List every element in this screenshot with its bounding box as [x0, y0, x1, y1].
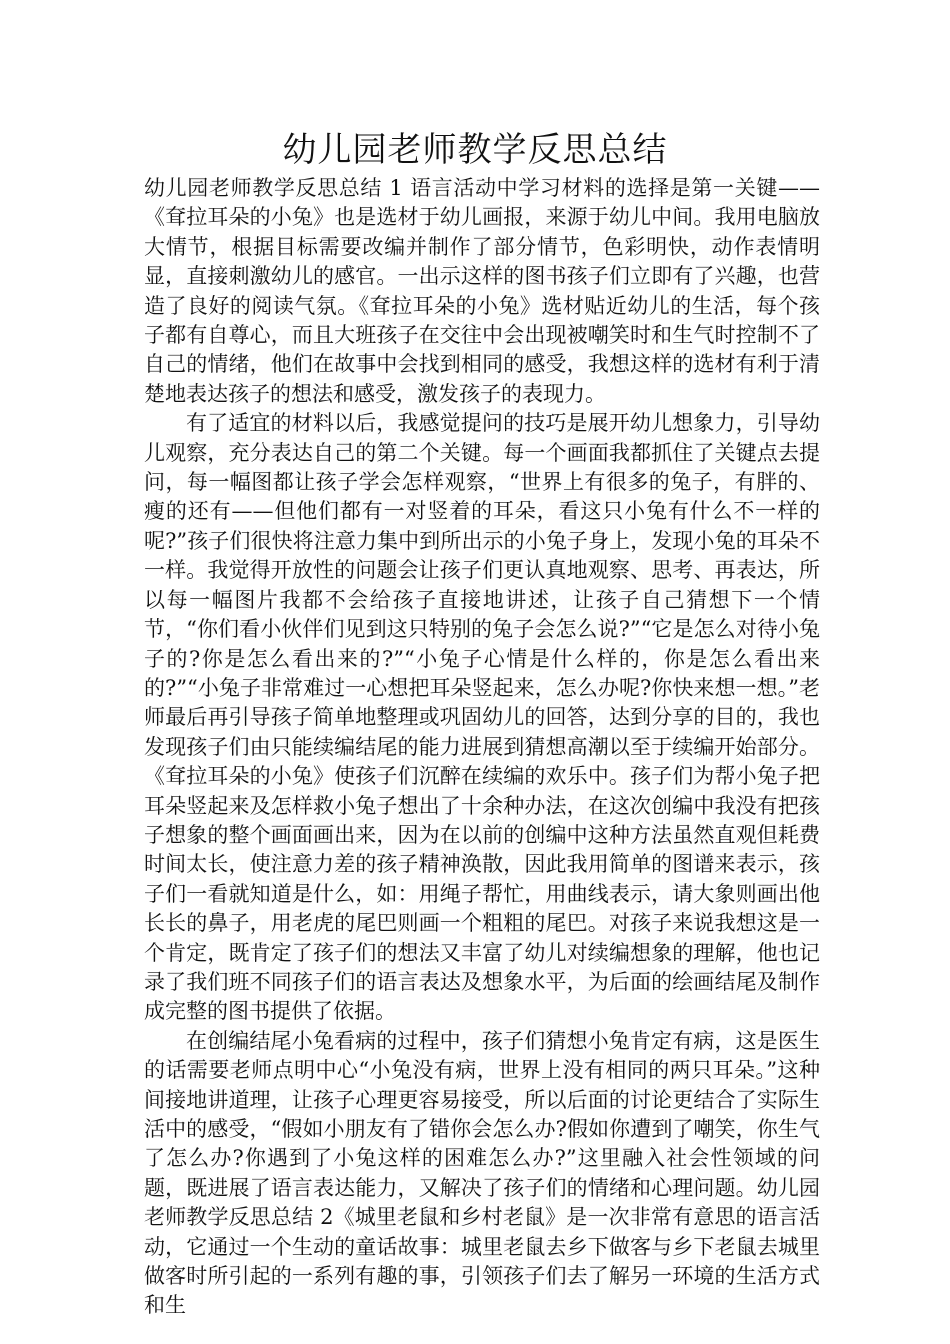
document-body [144, 174, 820, 1321]
paragraph-2: 有了适宜的材料以后，我感觉提问的技巧是展开幼儿想象力，引导幼儿观察，充分表达自己的第二个关键。每一个画面我都抓住了关键点去提问，每一幅图都让孩子学会怎样观察，“世界上有很多的兔子，有胖的、瘦的还有——但他们都有一对竖着的耳朵，看这只小兔有什么不一样的呢?”孩子们很快将注意力集中到所出示的小兔子身上，发现小兔的耳朵不一样。我觉得开放性的问题会让孩子们更认真地观察、思考、再表达，所以每一幅图片我都不会给孩子直接地讲述，让孩子自己猜想下一个情节，“你们看小伙伴们见到这只特别的兔子会怎么说?”“它是怎么对待小兔子的?你是怎么看出来的?”“小兔子心情是什么样的，你是怎么看出来的?”“小兔子非常难过一心想把耳朵竖起来，怎么办呢?你快来想一想。”老师最后再引导孩子简单地整理或巩固幼儿的回答，达到分享的目的，我也发现孩子们由只能续编结尾的能力进展到猜想高潮以至于续编开始部分。《耷拉耳朵的小兔》使孩子们沉醉在续编的欢乐中。孩子们为帮小兔子把耳朵竖起来及怎样救小兔子想出了十余种办法，在这次创编中我没有把孩子想象的整个画面画出来，因为在以前的创编中这种方法虽然直观但耗费时间太长，使注意力差的孩子精神涣散，因此我用简单的图谱来表示，孩子们一看就知道是什么，如：用绳子帮忙，用曲线表示，请大象则画出他长长的鼻子，用老虎的尾巴则画一个粗粗的尾巴。对孩子来说我想这是一个肯定，既肯定了孩子们的想法又丰富了幼儿对续编想象的理解，他也记录了我们班不同孩子们的语言表达及想象水平，为后面的绘画结尾及制作成完整的图书提供了依据。 [144, 411, 820, 1024]
paragraph-1: 幼儿园老师教学反思总结 1 语言活动中学习材料的选择是第一关键——《耷拉耳朵的小兔》也是选材于幼儿画报，来源于幼儿中间。我用电脑放大情节，根据目标需要改编并制作了部分情节，色彩明快，动作表情明显，直接刺激幼儿的感官。一出示这样的图书孩子们立即有了兴趣，也营造了良好的阅读气氛。《耷拉耳朵的小兔》选材贴近幼儿的生活，每个孩子都有自尊心，而且大班孩子在交往中会出现被嘲笑时和生气时控制不了自己的情绪，他们在故事中会找到相同的感受，我想这样的选材有利于清楚地表达孩子的想法和感受，激发孩子的表现力。 [144, 176, 820, 406]
document-title: 幼儿园老师教学反思总结 [282, 130, 668, 170]
paragraph-3: 在创编结尾小兔看病的过程中，孩子们猜想小兔肯定有病，这是医生的话需要老师点明中心“小兔没有病，世界上没有相同的两只耳朵。”这种间接地讲道理，让孩子心理更容易接受，所以后面的讨论更结合了实际生活中的感受，“假如小朋友有了错你会怎么办?假如你遭到了嘲笑，你生气了怎么办?你遇到了小兔这样的困难怎么办?”这里融入社会性领域的问题，既进展了语言表达能力，又解决了孩子们的情绪和心理问题。幼儿园老师教学反思总结 2《城里老鼠和乡村老鼠》是一次非常有意思的语言活动，它通过一个生动的童话故事：城里老鼠去乡下做客与乡下老鼠去城里做客时所引起的一系列有趣的事，引领孩子们去了解另一环境的生活方式和生 [144, 1028, 820, 1318]
